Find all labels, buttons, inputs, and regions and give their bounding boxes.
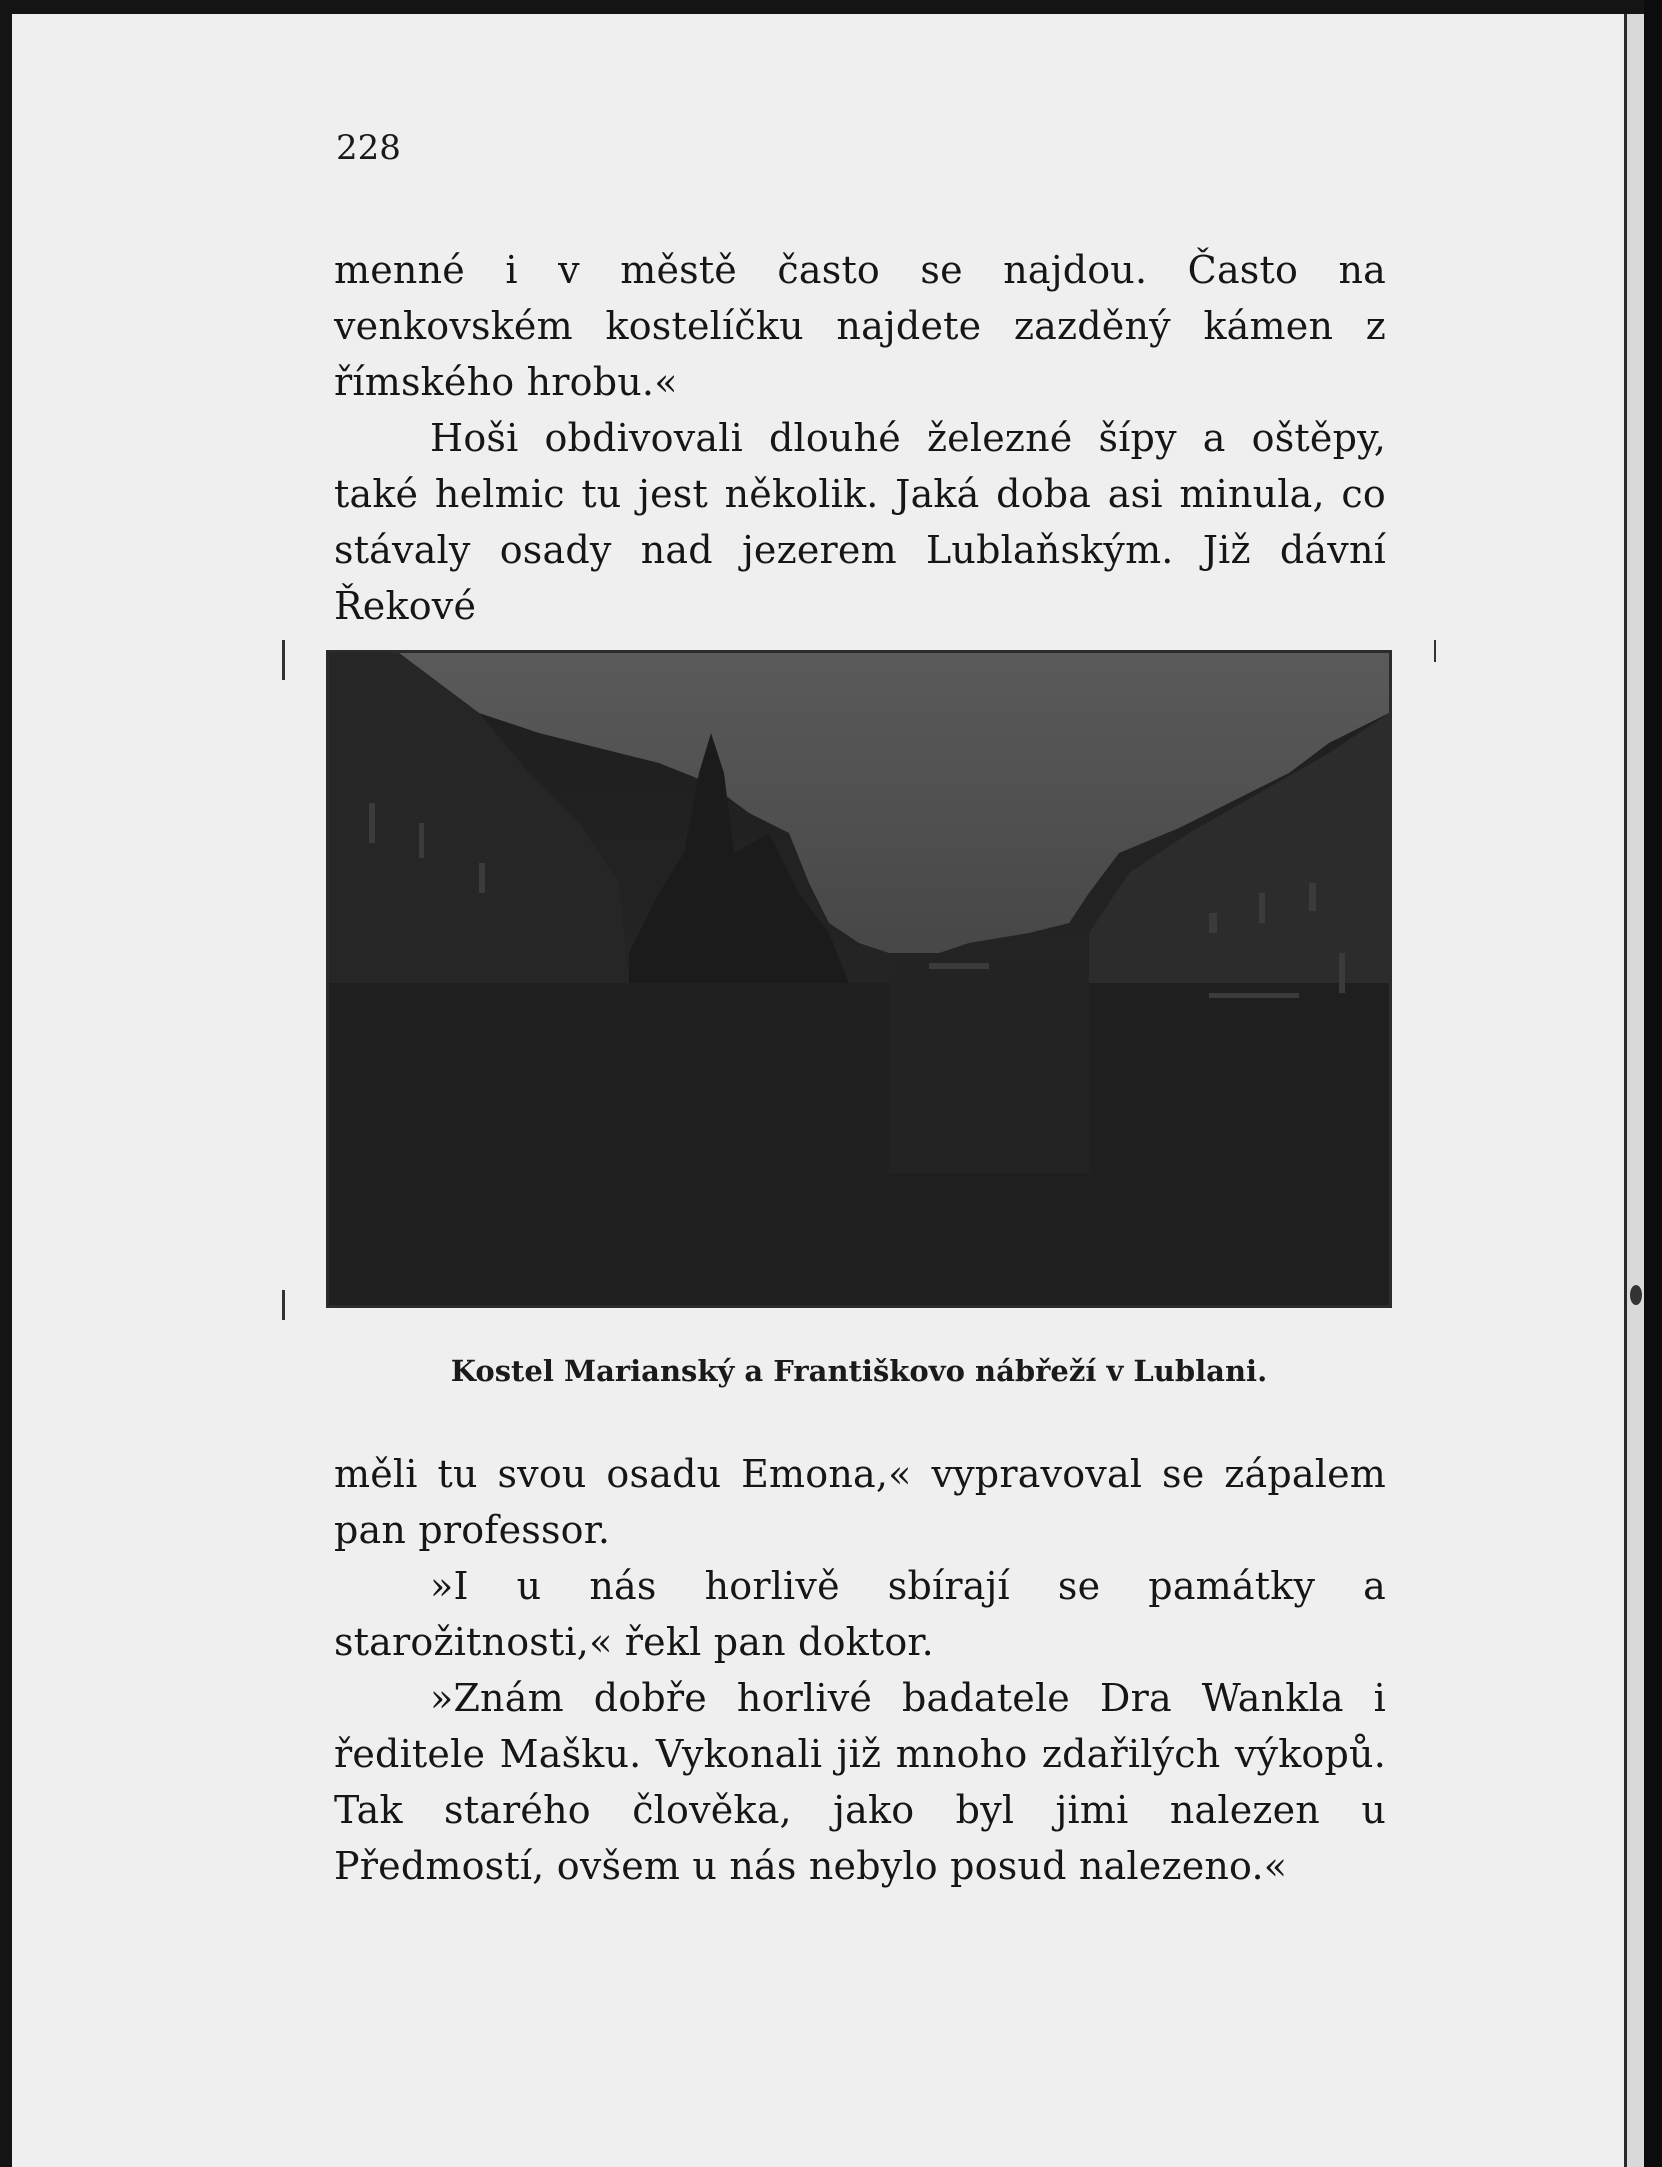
scan-border xyxy=(1644,0,1662,2167)
paragraph: Hoši obdivovali dlouhé železné šípy a oštěpy, také helmic tu jest několik. Jaká doba asi minula, co stávaly osady nad jezerem Lublaňským. Již dávní Řekové xyxy=(334,416,1386,628)
paragraph: »I u nás horlivě sbírají se památky a starožitnosti,« řekl pan doktor. xyxy=(334,1564,1386,1664)
text-before-figure xyxy=(334,242,1386,634)
scan-mark xyxy=(1434,640,1436,662)
scan-mark xyxy=(282,1290,285,1320)
scan-mark xyxy=(282,640,285,680)
paragraph: menné i v městě často se najdou. Často na venkovském kostelíčku najdete zazděný kámen z římského hrobu.« xyxy=(334,248,1386,404)
figure-caption: Kostel Marianský a Františkovo nábřeží v Lublani. xyxy=(450,1354,1268,1388)
photo-figure xyxy=(326,650,1392,1308)
page-number: 228 xyxy=(336,128,401,168)
text-after-figure xyxy=(334,1446,1386,1894)
church-photo xyxy=(329,653,1389,1305)
scan-mark xyxy=(1630,1285,1642,1305)
paragraph: »Znám dobře horlivé badatele Dra Wankla i ředitele Mašku. Vykonali již mnoho zdařilých výkopů. Tak starého člověka, jako byl jimi nalezen u Předmostí, ovšem u nás nebylo posud nalezeno.« xyxy=(334,1676,1386,1888)
paragraph: měli tu svou osadu Emona,« vypravoval se zápalem pan professor. xyxy=(334,1452,1386,1552)
river-area xyxy=(329,983,1389,1305)
embankment xyxy=(889,953,1089,1173)
